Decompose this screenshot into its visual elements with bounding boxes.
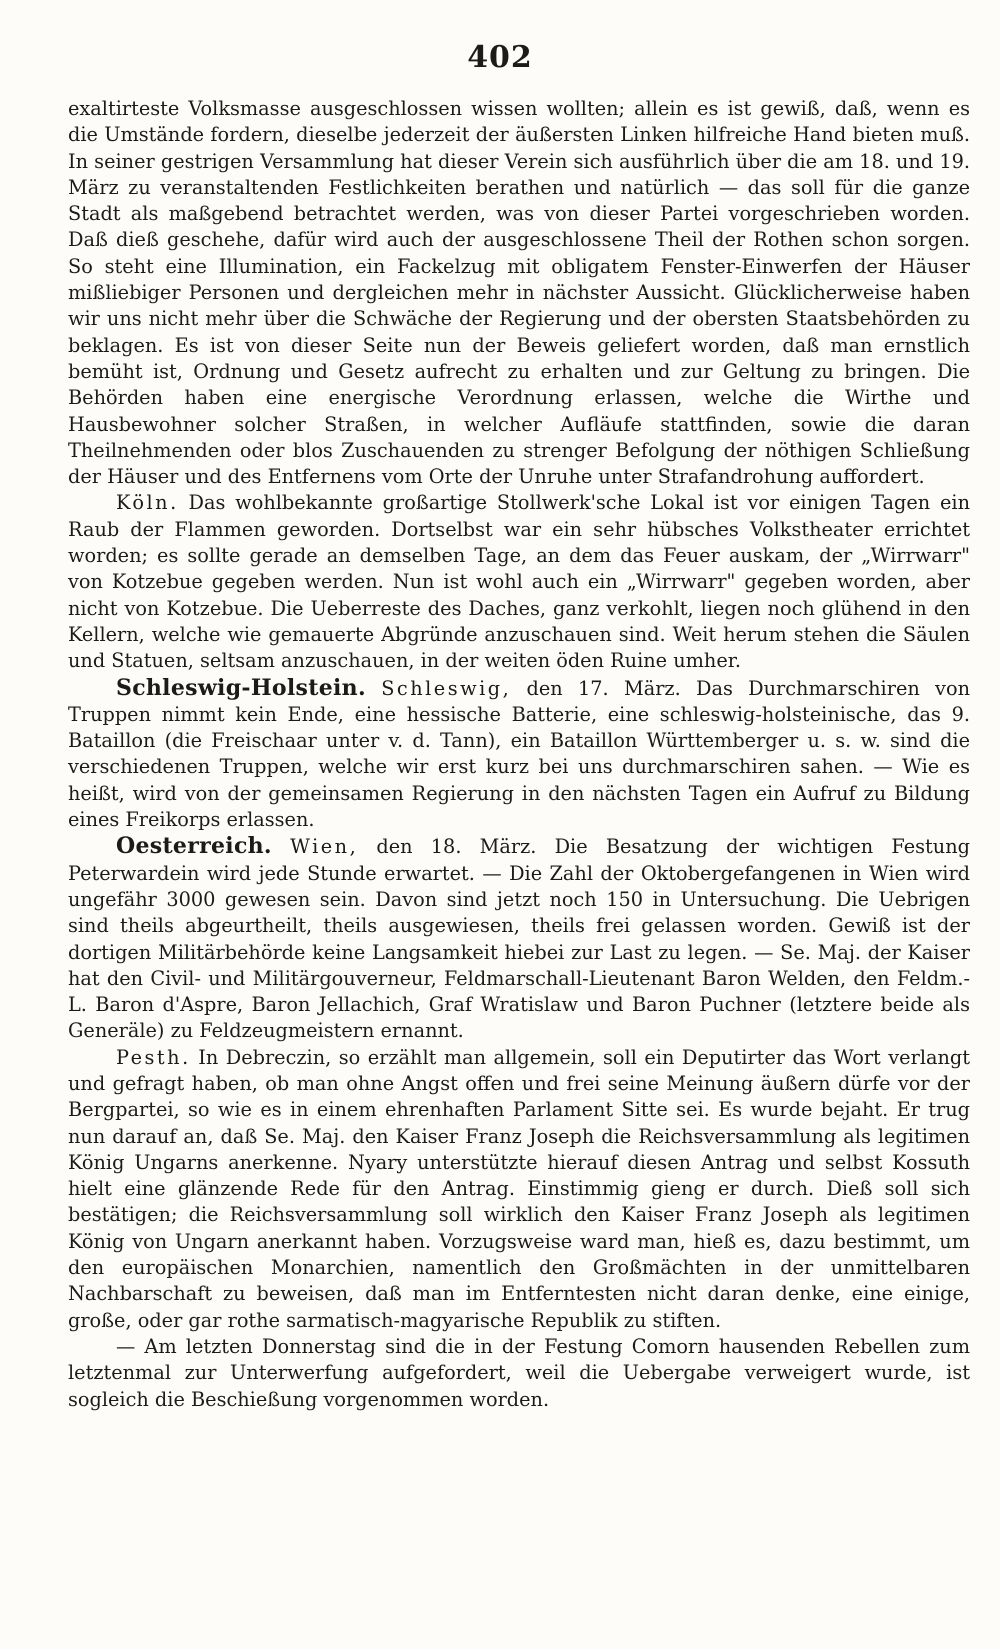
paragraph-text: Das wohlbekannte großartige Stollwerk'sche Lokal ist vor einigen Tagen ein Raub der Flammen geworden. Dortselbst war ein sehr hübsches Volkstheater errichtet worden; es sollte gerade an demselben Tage, an dem das Feuer auskam, der „Wirrwarr" von Kotzebue gegeben werden. Nun ist wohl auch ein „Wirrwarr" gegeben worden, aber nicht von Kotzebue. Die Ueberreste des Daches, ganz verkohlt, liegen noch glühend in den Kellern, welche wie gemauerte Abgründe anzuschauen sind. Weit herum stehen die Säulen und Statuen, seltsam anzuschauen, in der weiten öden Ruine umher. [68,491,970,673]
dateline-place: Köln. [116,491,179,515]
section-heading: Schleswig-Holstein. [116,674,366,701]
paragraph-text: den 18. März. Die Besatzung der wichtigen Festung Peterwardein wird jede Stunde erwartet. — Die Zahl der Oktobergefangenen in Wien wird ungefähr 3000 gewesen sein. Davon sind jetzt noch 150 in Untersuchung. Die Uebrigen sind theils abgeurtheilt, theils ausgewiesen, theils frei gelassen worden. Gewiß ist der dortigen Militärbehörde keine Langsamkeit hiebei zur Last zu legen. — Se. Maj. der Kaiser hat den Civil- und Militärgouverneur, Feldmarschall-Lieutenant Baron Welden, den Feldm.-L. Baron d'Aspre, Baron Jellachich, Graf Wratislaw und Baron Puchner (letztere beide als Generäle) zu Feldzeugmeistern ernannt. [68,835,970,1043]
paragraph-koeln [68,490,970,674]
paragraph-pesth [68,1045,970,1334]
dateline-place: Wien, [290,835,359,859]
dateline-place: Schleswig, [381,676,512,700]
paragraph-schleswig-holstein [68,675,970,834]
article-column [68,96,970,1413]
paragraph-text: In Debreczin, so erzählt man allgemein, soll ein Deputirter das Wort verlangt und gefragt haben, ob man ohne Angst offen und frei seine Meinung äußern dürfe vor der Bergpartei, so wie es in einem ehrenhaften Parlament Sitte sei. Es wurde bejaht. Er trug nun darauf an, daß Se. Maj. den Kaiser Franz Joseph die Reichsversammlung als legitimen König Ungarns anerkenne. Nyary unterstützte hierauf diesen Antrag und selbst Kossuth hielt eine glänzende Rede für den Antrag. Einstimmig gieng er durch. Dieß soll sich bestätigen; die Reichsversammlung soll wirklich den Kaiser Franz Joseph als legitimen König von Ungarn anerkannt haben. Vorzugsweise ward man, hieß es, dazu bestimmt, um den europäischen Monarchien, namentlich den Großmächten in der unmittelbaren Nachbarschaft zu beweisen, daß man im Entferntesten nicht daran denke, eine einige, große, oder gar rothe sarmatisch-magyarische Republik zu stiften. [68,1045,970,1332]
paragraph-berlin-continuation [68,96,970,490]
section-heading: Oesterreich. [116,833,272,860]
paragraph-text: den 17. März. Das Durchmarschiren von Truppen nimmt kein Ende, eine hessische Batterie, eine schleswig-holsteinische, das 9. Bataillon (die Freischaar unter v. d. Tann), ein Bataillon Württemberger u. s. w. sind die verschiedenen Truppen, welche wir erst kurz bei uns durchmarschiren sahen. — Wie es heißt, wird von der gemeinsamen Regierung in den nächsten Tagen ein Aufruf zu Bildung eines Freikorps erlassen. [68,676,970,832]
paragraph-comorn [68,1334,970,1413]
dateline-place: Pesth. [116,1045,191,1069]
paragraph-oesterreich [68,833,970,1044]
paragraph-text: — Am letzten Donnerstag sind die in der Festung Comorn hausenden Rebellen zum letztenmal zur Unterwerfung aufgefordert, weil die Uebergabe verweigert wurde, ist sogleich die Beschießung vorgenommen worden. [68,1334,970,1411]
paragraph-text: exaltirteste Volksmasse ausgeschlossen wissen wollten; allein es ist gewiß, daß, wenn es die Umstände fordern, dieselbe jederzeit der äußersten Linken hilfreiche Hand bieten muß. In seiner gestrigen Versammlung hat dieser Verein sich ausführlich über die am 18. und 19. März zu veranstaltenden Festlichkeiten berathen und natürlich — das soll für die ganze Stadt als maßgebend betrachtet werden, was von dieser Partei vorgeschrieben worden. Daß dieß geschehe, dafür wird auch der ausgeschlossene Theil der Rothen schon sorgen. So steht eine Illumination, ein Fackelzug mit obligatem Fenster-Einwerfen der Häuser mißliebiger Personen und dergleichen mehr in nächster Aussicht. Glücklicherweise haben wir uns nicht mehr über die Schwäche der Regierung und der obersten Staatsbehörden zu beklagen. Es ist von dieser Seite nun der Beweis geliefert worden, daß man ernstlich bemüht ist, Ordnung und Gesetz aufrecht zu erhalten und zur Geltung zu bringen. Die Behörden haben eine energische Verordnung erlassen, welche die Wirthe und Hausbewohner solcher Straßen, in welcher Aufläufe stattfinden, sowie die daran Theilnehmenden oder blos Zuschauenden zu strenger Befolgung der nöthigen Schließung der Häuser und des Entfernens vom Orte der Unruhe unter Strafandrohung auffordert. [68,97,970,489]
page-number: 402 [467,40,533,75]
